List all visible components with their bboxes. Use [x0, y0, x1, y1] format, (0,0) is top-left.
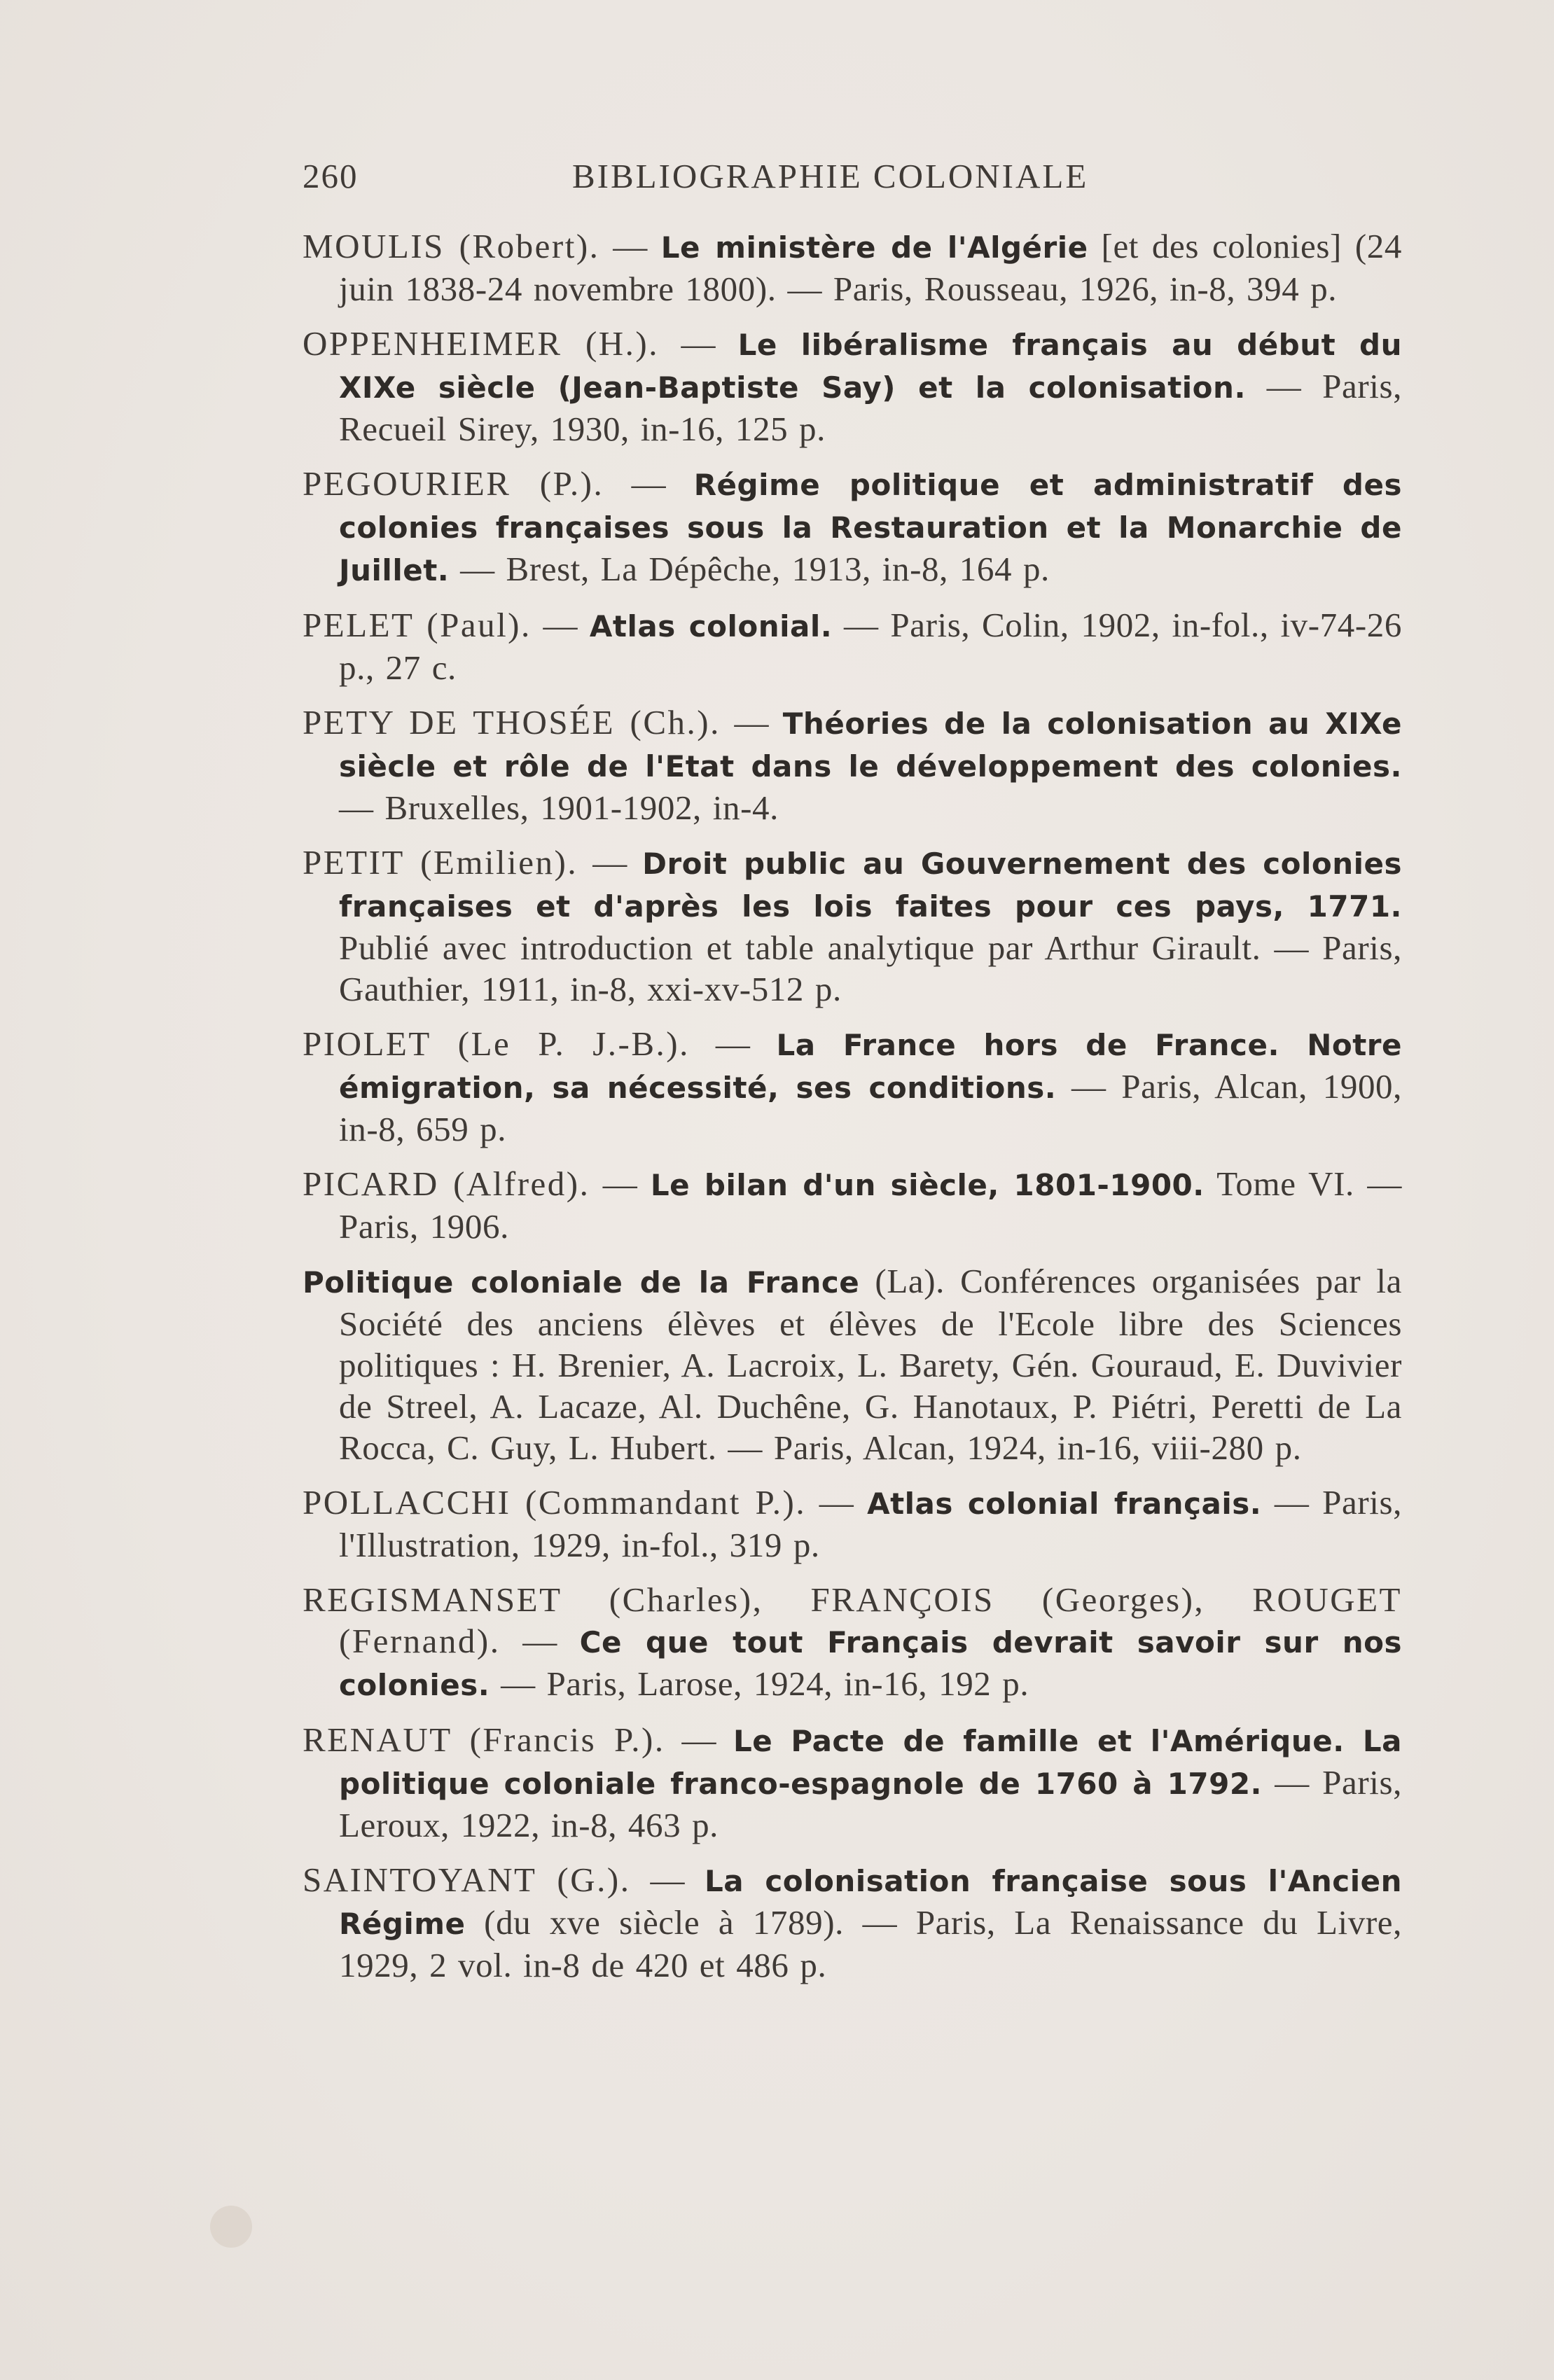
- paper-stain: [210, 2206, 252, 2248]
- entry-title: Atlas colonial.: [589, 609, 833, 643]
- running-title: BIBLIOGRAPHIE COLONIALE: [572, 157, 1089, 195]
- entry-publication: Publié avec introduction et table analytique par Arthur Girault. — Paris, Gauthier, 1911, in-8, xxi-xv-512 p.: [339, 928, 1402, 1008]
- bibliography-entry: [303, 1482, 1402, 1566]
- bibliography-entry: [303, 463, 1402, 591]
- entry-publication: — Brest, La Dépêche, 1913, in-8, 164 p.: [449, 550, 1050, 588]
- bibliography-entry: [303, 1023, 1402, 1150]
- entry-title: Le bilan d'un siècle, 1801-1900.: [650, 1168, 1205, 1202]
- entry-author: PEGOURIER (P.).: [303, 464, 604, 503]
- entry-publication: [et des colonies] (24 juin 1838-24 novembre 1800). — Paris, Rousseau, 1926, in-8, 394 p.: [339, 227, 1402, 308]
- entry-title: La colonisation française sous l'Ancien Régime: [339, 1864, 1402, 1941]
- entry-title: Droit public au Gouvernement des colonies françaises et d'après les lois faites pour ces pays, 1771.: [339, 847, 1402, 924]
- entry-publication: — Paris, Larose, 1924, in-16, 192 p.: [490, 1664, 1029, 1703]
- entry-publication: — Paris, Recueil Sirey, 1930, in-16, 125 p.: [339, 367, 1402, 448]
- entry-title: Régime politique et administratif des colonies françaises sous la Restauration et la Monarchie de Juillet.: [339, 468, 1402, 587]
- entry-title: Théories de la colonisation au XIXe siècle et rôle de l'Etat dans le développement des colonies.: [339, 707, 1402, 784]
- entry-separator: —: [665, 1720, 733, 1759]
- entry-title: Le Pacte de famille et l'Amérique. La politique coloniale franco-espagnole de 1760 à 1792.: [339, 1724, 1402, 1801]
- entry-separator: —: [689, 1024, 777, 1063]
- entry-publication: (La). Conférences organisées par la Société des anciens élèves et élèves de l'Ecole libre des Sciences politiques : H. Brenier, A. Lacroix, L. Barety, Gén. Gouraud, E. Duvivier de Streel, A. Lacaze, Al. Duchêne, G. Hanotaux, P. Piétri, Peretti de La Rocca, C. Guy, L. Hubert. — Paris, Alcan, 1924, in-16, viii-280 p.: [339, 1262, 1402, 1467]
- entry-author: MOULIS (Robert).: [303, 227, 600, 265]
- entry-separator: —: [720, 703, 783, 742]
- entry-author: RENAUT (Francis P.).: [303, 1720, 665, 1759]
- bibliography-entry: [303, 604, 1402, 688]
- bibliography-entry: [303, 1859, 1402, 1986]
- bibliography-entry: [303, 1260, 1402, 1468]
- entry-publication: — Paris, Leroux, 1922, in-8, 463 p.: [339, 1763, 1402, 1844]
- entry-separator: —: [590, 1164, 651, 1203]
- entry-author: SAINTOYANT (G.).: [303, 1860, 631, 1899]
- entry-separator: —: [500, 1622, 580, 1660]
- entry-author: PIOLET (Le P. J.-B.).: [303, 1024, 690, 1063]
- entry-separator: —: [531, 606, 590, 644]
- entry-title: Atlas colonial français.: [867, 1487, 1262, 1521]
- entry-title: Le ministère de l'Algérie: [660, 230, 1088, 265]
- entry-separator: —: [599, 227, 661, 265]
- entry-separator: —: [604, 464, 694, 503]
- entry-publication: — Paris, l'Illustration, 1929, in-fol., 319 p.: [339, 1483, 1402, 1564]
- entry-author: POLLACCHI (Commandant P.).: [303, 1483, 807, 1522]
- entry-separator: —: [806, 1483, 868, 1522]
- bibliography-entry: [303, 323, 1402, 450]
- entry-author: OPPENHEIMER (H.).: [303, 324, 659, 363]
- bibliography-list: [303, 225, 1402, 1999]
- entry-separator: —: [658, 324, 738, 363]
- entry-title: Ce que tout Français devrait savoir sur nos colonies.: [339, 1625, 1402, 1702]
- entry-title: Politique coloniale de la France: [303, 1265, 860, 1300]
- entry-publication: — Paris, Alcan, 1900, in-8, 659 p.: [339, 1067, 1402, 1148]
- entry-publication: — Bruxelles, 1901-1902, in-4.: [339, 788, 779, 827]
- bibliography-entry: [303, 1579, 1402, 1706]
- entry-publication: (du xve siècle à 1789). — Paris, La Renaissance du Livre, 1929, 2 vol. in-8 de 420 et 486 p.: [339, 1903, 1402, 1984]
- bibliography-entry: [303, 842, 1402, 1010]
- page-number: 260: [303, 157, 359, 195]
- bibliography-entry: [303, 702, 1402, 828]
- bibliography-entry: [303, 1719, 1402, 1846]
- entry-author: REGISMANSET (Charles), FRANÇOIS (Georges), ROUGET (Fernand).: [303, 1580, 1402, 1660]
- entry-title: Le libéralisme français au début du XIXe siècle (Jean-Baptiste Say) et la colonisation.: [339, 328, 1402, 405]
- entry-author: PICARD (Alfred).: [303, 1164, 590, 1203]
- entry-author: PETIT (Emilien).: [303, 843, 578, 882]
- bibliography-entry: [303, 225, 1402, 309]
- entry-separator: —: [630, 1860, 705, 1899]
- entry-author: PELET (Paul).: [303, 606, 532, 644]
- entry-separator: —: [578, 843, 643, 882]
- entry-publication: Tome VI. — Paris, 1906.: [339, 1164, 1402, 1246]
- bibliography-entry: [303, 1163, 1402, 1247]
- entry-author: PETY DE THOSÉE (Ch.).: [303, 703, 721, 742]
- entry-title: La France hors de France. Notre émigration, sa nécessité, ses conditions.: [339, 1028, 1402, 1105]
- entry-publication: — Paris, Colin, 1902, in-fol., iv-74-26 p., 27 c.: [339, 606, 1402, 687]
